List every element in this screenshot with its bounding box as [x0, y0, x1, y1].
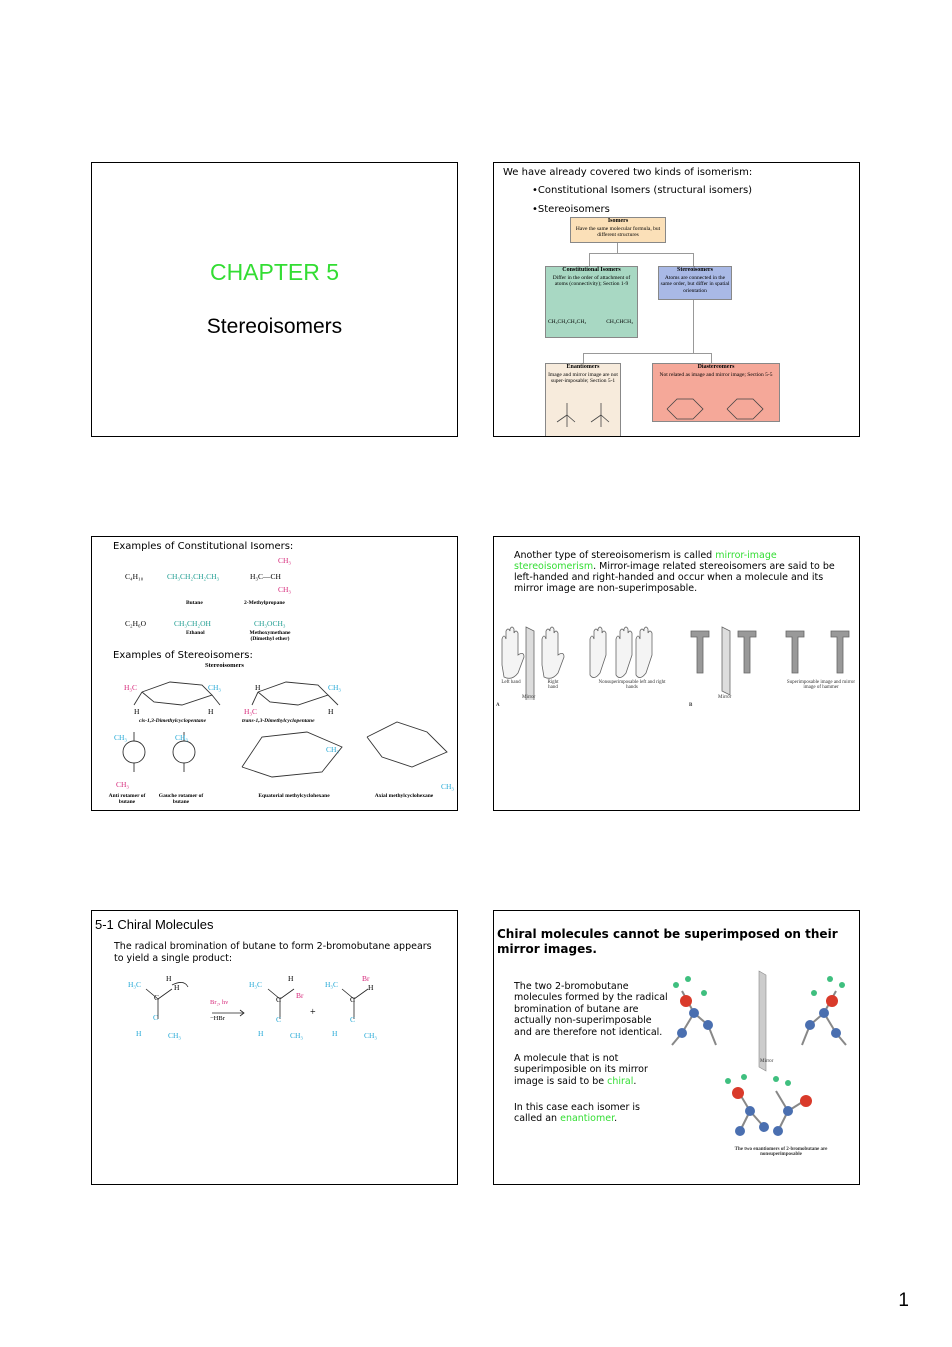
paragraph-enantiomer: In this case each isomer is called an enantiomer. [514, 1102, 641, 1125]
caption-superimposable-hammer: Superimposable image and mirror image of hammer [786, 680, 856, 690]
paragraph-chiral-definition: A molecule that is not superimposible on its mirror image is said to be chiral. [514, 1053, 648, 1087]
enantiomers-caption: The two enantiomers of 2-bromobutane are nonsuperimposable [734, 1147, 828, 1157]
label-gauche-rotamer: Gauche rotamer of butane [158, 793, 204, 806]
slide-isomer-examples: Examples of Constitutional Isomers: C₄H₁₀ CH₃CH₂CH₂CH₃ H₃C—CH CH₃ CH₃ Butane 2-Methylpropane C₂H₆O CH₃CH₂OH CH₃OCH₃ Ethanol Methoxymethane (Dimethyl ether) Examples of Stereoisomers: Stereoisomers H₃C CH₃ H CH₃ H H H₃C H cis-1,3-Dimethylcyclopentane trans-1,3-Dimethylcyclopentane CH₃ CH₃ CH₃ CH₃ CH₃ Anti rotamer of butane Gauche rotamer of butane Equatorial methylcyclohexane Axial methylcyclohexane [91, 536, 458, 811]
chapter-subtitle: Stereoisomers [206, 315, 343, 338]
chapter-title: CHAPTER 5 [209, 259, 340, 285]
isomer-structures-illustration [545, 395, 785, 437]
bullet-stereoisomers: •Stereoisomers [532, 204, 610, 215]
label-trans-dimethylcyclopentane: trans-1,3-Dimethylcyclopentane [242, 718, 315, 724]
label-butane: Butane [186, 600, 203, 606]
formula-dimethyl-ether: CH₃OCH₃ [254, 619, 286, 628]
label-cis-dimethylcyclopentane: cis-1,3-Dimethylcyclopentane [139, 718, 207, 724]
caption-right-hand: Right hand [547, 680, 559, 690]
bullet-constitutional: •Constitutional Isomers (structural isomers) [532, 185, 753, 196]
slide-isomerism-overview [493, 162, 860, 437]
chart-box-constitutional: Constitutional Isomers Differ in the order of attachment of atoms (connectivity); Section 1-9 CH₃CH₂CH₂CH₃ CH₃CHCH₃ [545, 266, 638, 338]
page-number: 1 [898, 1290, 909, 1311]
caption-left-hand: Left hand [501, 680, 521, 685]
bromination-description: The radical bromination of butane to form 2-bromobutane appears to yield a single product: [114, 941, 432, 965]
slide-chiral-molecules: 5-1 Chiral Molecules The radical bromination of butane to form 2-bromobutane appears to yield a single product: H₃C H H C C H CH₃ Br₂, hν −HBr H₃C H Br C C H CH₃ + H₃C Br H C C H CH₃ [91, 910, 458, 1185]
paragraph-non-superimposable: The two 2-bromobutane molecules formed by the radical bromination of butane are actually non-superimposable and are therefore not identical. [514, 981, 668, 1038]
label-stereoisomers: Stereoisomers [205, 662, 244, 669]
label-anti-rotamer: Anti rotamer of butane [108, 793, 146, 806]
chart-box-enantiomers: Enantiomers Image and mirror image are not super-imposable; Section 5-1 [545, 363, 621, 437]
formula-c2h6o: C₂H₆O [125, 619, 147, 628]
slide-text-intro: We have already covered two kinds of isomerism: [503, 167, 753, 178]
label-methylpropane: 2-Methylpropane [244, 600, 285, 606]
byproduct-label: −HBr [210, 1015, 225, 1022]
term-mirror-image-stereoisomerism: mirror-image stereoisomerism [514, 550, 777, 573]
reagent-label: Br₂, hν [210, 999, 229, 1006]
formula-ethanol: CH₃CH₂OH [174, 619, 211, 628]
chart-box-isomers: Isomers Have the same molecular formula, but different structures [570, 217, 666, 243]
slide-chapter-title [91, 162, 458, 437]
mirror-label: Mirror [760, 1059, 774, 1064]
mirror-image-description: Another type of stereoisomerism is called mirror-image stereoisomerism. Mirror-image related stereoisomers are said to be left-handed and right-handed and occur when a molecule and its mirror image are non-superimposable. [514, 550, 835, 595]
formula-butane: CH₃CH₂CH₂CH₃ [167, 572, 220, 581]
chart-box-diastereomers: Diastereomers Not related as image and mirror image; Section 5-5 [652, 363, 780, 422]
plus-sign: + [310, 1007, 316, 1018]
slide-mirror-image-stereoisomerism [493, 536, 860, 811]
label-equatorial: Equatorial methylcyclohexane [258, 793, 330, 799]
slide-chiral-superimposition [493, 910, 860, 1185]
term-enantiomer: enantiomer [560, 1113, 615, 1125]
label-a: A [496, 703, 500, 708]
label-axial: Axial methylcyclohexane [374, 793, 434, 799]
slide-title: Chiral molecules cannot be superimposed on their mirror images. [497, 927, 838, 956]
chart-box-stereoisomers: Stereoisomers Atoms are connected in the same order, but differ in spatial orientation [658, 266, 732, 300]
term-chiral: chiral [607, 1075, 634, 1087]
caption-nonsuperimposable-hands: Nonsuperimposable left and right hands [598, 680, 666, 690]
constitutional-examples-heading: Examples of Constitutional Isomers: [113, 541, 294, 552]
bromobutane-molecular-models [664, 951, 859, 1156]
formula-methylpropane: H₃C—CH [250, 572, 281, 581]
label-ethanol: Ethanol [186, 630, 205, 636]
caption-mirror-b: Mirror [718, 695, 732, 700]
label-b: B [689, 703, 693, 708]
label-methoxymethane: Methoxymethane (Dimethyl ether) [249, 630, 291, 643]
formula-c4h10: C₄H₁₀ [125, 572, 144, 581]
caption-mirror-a: Mirror [522, 695, 536, 700]
stereoisomer-examples-heading: Examples of Stereoisomers: [113, 650, 253, 661]
stereoisomer-structures [112, 677, 452, 807]
section-title: 5-1 Chiral Molecules [95, 917, 214, 932]
